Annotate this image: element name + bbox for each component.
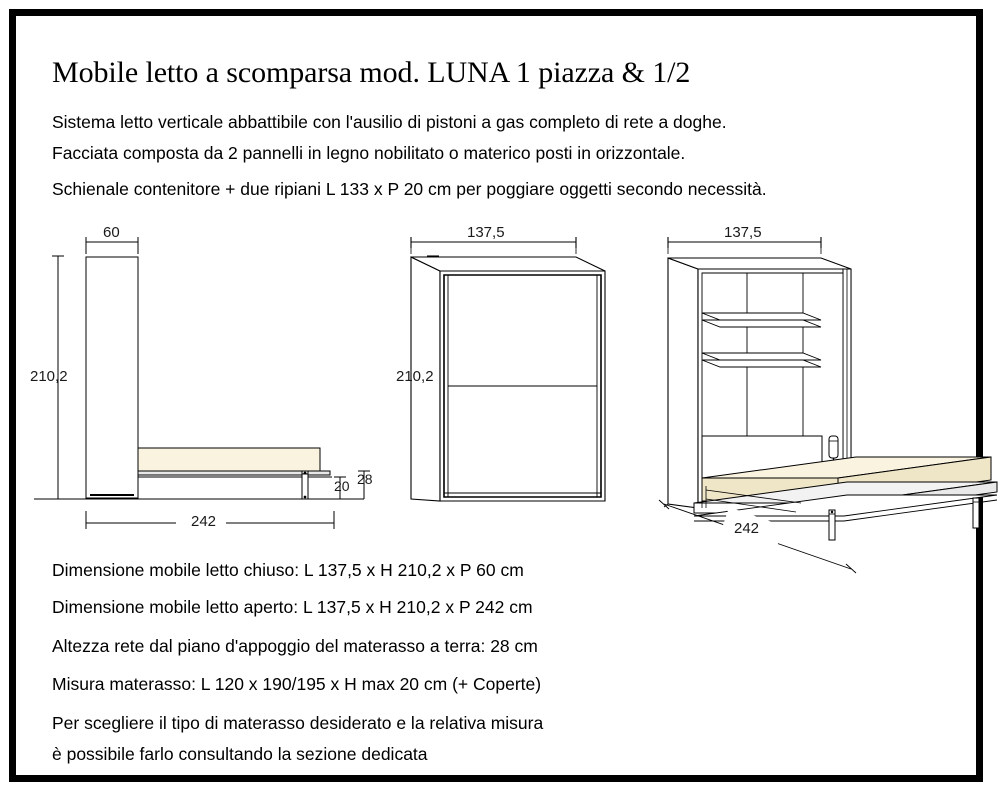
spec-line-mattress-size: Misura materasso: L 120 x 190/195 x H max 20 cm (+ Coperte) xyxy=(52,674,542,694)
front-view-svg xyxy=(386,16,646,556)
drawing-side-view xyxy=(16,16,386,556)
spec-line-mattress-note-1: Per scegliere il tipo di materasso desiderato e la relativa misura xyxy=(52,713,544,733)
description-line-3: Schienale contenitore + due ripiani L 133 x P 20 cm per poggiare oggetti secondo necessità. xyxy=(52,179,767,199)
description-line-2: Facciata composta da 2 pannelli in legno nobilitato o materico posti in orizzontale. xyxy=(52,143,686,163)
front-view-dim-width: 137,5 xyxy=(467,224,505,241)
side-view-dim-28: 28 xyxy=(357,471,373,487)
drawing-front-view xyxy=(386,16,646,556)
side-view-dim-20: 20 xyxy=(334,478,350,494)
front-view-dim-height: 210,2 xyxy=(396,368,434,385)
spec-line-closed-dimensions: Dimensione mobile letto chiuso: L 137,5 x H 210,2 x P 60 cm xyxy=(52,560,524,580)
open-view-dim-242: 242 xyxy=(734,520,760,537)
side-view-svg xyxy=(16,16,386,556)
spec-line-bed-height: Altezza rete dal piano d'appoggio del materasso a terra: 28 cm xyxy=(52,636,538,656)
spec-line-open-dimensions: Dimensione mobile letto aperto: L 137,5 x H 210,2 x P 242 cm xyxy=(52,597,533,617)
open-view-dim-width: 137,5 xyxy=(724,224,762,241)
side-view-dim-height: 210,2 xyxy=(30,368,68,385)
page-border-frame xyxy=(9,9,983,782)
side-view-dim-60: 60 xyxy=(103,224,120,241)
open-view-svg xyxy=(646,16,1000,586)
spec-line-mattress-note-2: è possibile farlo consultando la sezione dedicata xyxy=(52,744,428,764)
description-line-1: Sistema letto verticale abbattibile con l'ausilio di pistoni a gas completo di rete a doghe. xyxy=(52,112,727,132)
drawing-open-view xyxy=(646,16,1000,586)
side-view-dim-242: 242 xyxy=(191,513,217,530)
page-title: Mobile letto a scomparsa mod. LUNA 1 piazza & 1/2 xyxy=(52,56,691,89)
